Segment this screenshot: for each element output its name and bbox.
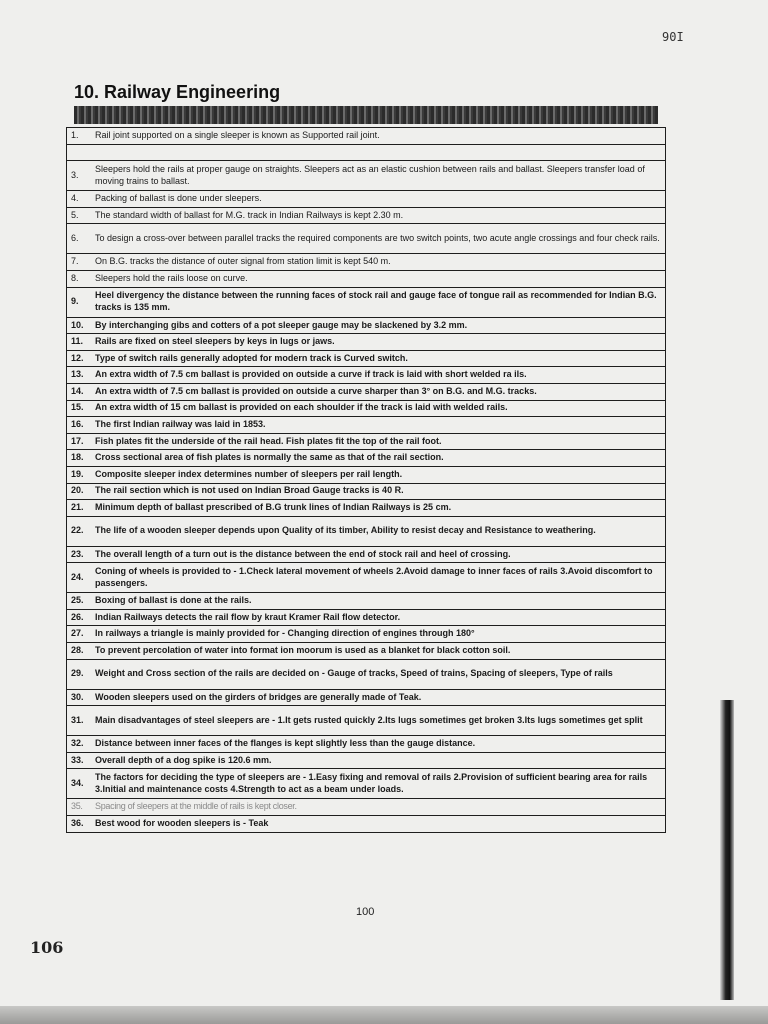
item-text: On B.G. tracks the distance of outer signal from station limit is kept 540 m. — [91, 254, 666, 271]
item-number — [67, 144, 92, 161]
table-row — [67, 706, 666, 736]
table-row — [67, 254, 666, 271]
item-number: 6. — [67, 224, 92, 254]
item-text: The rail section which is not used on Indian Broad Gauge tracks is 40 R. — [91, 483, 666, 500]
table-row — [67, 769, 666, 799]
table-row — [67, 799, 666, 816]
item-text — [91, 144, 666, 161]
item-text: Spacing of sleepers at the middle of rails is kept closer. — [91, 799, 666, 816]
item-number: 8. — [67, 270, 92, 287]
item-number: 10. — [67, 317, 92, 334]
item-number: 23. — [67, 546, 92, 563]
item-number: 9. — [67, 287, 92, 317]
item-number: 3. — [67, 161, 92, 191]
item-number: 19. — [67, 466, 92, 483]
table-row — [67, 643, 666, 660]
page-bottom-edge — [0, 1006, 768, 1024]
item-text: Weight and Cross section of the rails are decided on - Gauge of tracks, Speed of trains, Spacing of sleepers, Type of rails — [91, 659, 666, 689]
item-number: 27. — [67, 626, 92, 643]
item-text: To prevent percolation of water into format ion moorum is used as a blanket for black cotton soil. — [91, 643, 666, 660]
table-row — [67, 516, 666, 546]
item-number: 34. — [67, 769, 92, 799]
table-row — [67, 161, 666, 191]
item-number: 14. — [67, 383, 92, 400]
facts-table-body — [67, 128, 666, 833]
book-spine-shadow — [720, 700, 734, 1000]
item-text: Fish plates fit the underside of the rail head. Fish plates fit the top of the rail foot. — [91, 433, 666, 450]
item-number: 24. — [67, 563, 92, 593]
item-text: By interchanging gibs and cotters of a pot sleeper gauge may be slackened by 3.2 mm. — [91, 317, 666, 334]
table-row — [67, 609, 666, 626]
item-number: 29. — [67, 659, 92, 689]
page-title: 10. Railway Engineering — [74, 82, 281, 102]
item-text: The factors for deciding the type of sleepers are - 1.Easy fixing and removal of rails 2.Provision of sufficient bearing area for rails 3.Initial and maintenance costs 4.Strength to act as a beam under loads. — [91, 769, 666, 799]
item-number: 5. — [67, 207, 92, 224]
item-number: 13. — [67, 367, 92, 384]
item-text: Sleepers hold the rails at proper gauge on straights. Sleepers act as an elastic cushion between rails and ballast. Sleepers transfer load of moving trains to ballast. — [91, 161, 666, 191]
table-row — [67, 383, 666, 400]
item-text: Minimum depth of ballast prescribed of B.G trunk lines of Indian Railways is 25 cm. — [91, 500, 666, 517]
table-row — [67, 367, 666, 384]
table-row — [67, 483, 666, 500]
item-text: Packing of ballast is done under sleepers. — [91, 191, 666, 208]
item-text: The life of a wooden sleeper depends upon Quality of its timber, Ability to resist decay and Resistance to weathering. — [91, 516, 666, 546]
item-text: Overall depth of a dog spike is 120.6 mm. — [91, 752, 666, 769]
table-row — [67, 207, 666, 224]
item-text: An extra width of 7.5 cm ballast is provided on outside a curve sharper than 3° on B.G. and M.G. tracks. — [91, 383, 666, 400]
item-text: The standard width of ballast for M.G. track in Indian Railways is kept 2.30 m. — [91, 207, 666, 224]
table-row — [67, 563, 666, 593]
item-number: 22. — [67, 516, 92, 546]
item-text: Main disadvantages of steel sleepers are - 1.It gets rusted quickly 2.Its lugs sometimes get broken 3.Its lugs sometimes get split — [91, 706, 666, 736]
table-row — [67, 128, 666, 145]
item-text: Wooden sleepers used on the girders of bridges are generally made of Teak. — [91, 689, 666, 706]
item-number: 28. — [67, 643, 92, 660]
item-text: An extra width of 7.5 cm ballast is provided on outside a curve if track is laid with short welded ra ils. — [91, 367, 666, 384]
item-number: 36. — [67, 816, 92, 833]
item-text: Boxing of ballast is done at the rails. — [91, 593, 666, 610]
table-row — [67, 736, 666, 753]
table-row — [67, 287, 666, 317]
table-row — [67, 334, 666, 351]
table-row — [67, 593, 666, 610]
item-text: The overall length of a turn out is the distance between the end of stock rail and heel of crossing. — [91, 546, 666, 563]
table-row — [67, 546, 666, 563]
item-text: An extra width of 15 cm ballast is provided on each shoulder if the track is laid with welded rails. — [91, 400, 666, 417]
item-text: Best wood for wooden sleepers is - Teak — [91, 816, 666, 833]
table-row — [67, 317, 666, 334]
item-number: 30. — [67, 689, 92, 706]
item-text: Sleepers hold the rails loose on curve. — [91, 270, 666, 287]
item-text: Distance between inner faces of the flanges is kept slightly less than the gauge distance. — [91, 736, 666, 753]
item-text: Indian Railways detects the rail flow by kraut Kramer Rail flow detector. — [91, 609, 666, 626]
table-row — [67, 816, 666, 833]
item-number: 4. — [67, 191, 92, 208]
item-text: The first Indian railway was laid in 1853. — [91, 417, 666, 434]
item-text: Type of switch rails generally adopted for modern track is Curved switch. — [91, 350, 666, 367]
handwritten-page-number: 106 — [30, 938, 64, 957]
table-row — [67, 450, 666, 467]
table-row — [67, 689, 666, 706]
item-number: 7. — [67, 254, 92, 271]
table-row — [67, 659, 666, 689]
table-row — [67, 270, 666, 287]
table-row — [67, 400, 666, 417]
title-divider-bar — [74, 106, 658, 124]
item-text: Coning of wheels is provided to - 1.Check lateral movement of wheels 2.Avoid damage to inner faces of rails 3.Avoid discomfort to passengers. — [91, 563, 666, 593]
item-number: 31. — [67, 706, 92, 736]
item-number: 1. — [67, 128, 92, 145]
item-text: Rail joint supported on a single sleeper is known as Supported rail joint. — [91, 128, 666, 145]
page-footer-number: 100 — [356, 906, 375, 918]
item-text: Rails are fixed on steel sleepers by keys in lugs or jaws. — [91, 334, 666, 351]
table-row — [67, 224, 666, 254]
page-corner-number: 90I — [662, 30, 684, 44]
table-row — [67, 466, 666, 483]
facts-table — [66, 127, 666, 833]
table-row — [67, 752, 666, 769]
item-number: 12. — [67, 350, 92, 367]
item-number: 32. — [67, 736, 92, 753]
item-number: 17. — [67, 433, 92, 450]
item-number: 25. — [67, 593, 92, 610]
item-number: 35. — [67, 799, 92, 816]
item-number: 26. — [67, 609, 92, 626]
item-number: 15. — [67, 400, 92, 417]
item-number: 16. — [67, 417, 92, 434]
item-number: 18. — [67, 450, 92, 467]
table-row — [67, 500, 666, 517]
table-row — [67, 433, 666, 450]
table-row — [67, 626, 666, 643]
table-row — [67, 191, 666, 208]
item-text: Composite sleeper index determines number of sleepers per rail length. — [91, 466, 666, 483]
item-text: In railways a triangle is mainly provided for - Changing direction of engines through 180° — [91, 626, 666, 643]
table-row — [67, 417, 666, 434]
item-number: 21. — [67, 500, 92, 517]
table-row — [67, 144, 666, 161]
item-number: 11. — [67, 334, 92, 351]
item-number: 20. — [67, 483, 92, 500]
item-text: To design a cross-over between parallel tracks the required components are two switch points, two acute angle crossings and four check rails. — [91, 224, 666, 254]
item-text: Cross sectional area of fish plates is normally the same as that of the rail section. — [91, 450, 666, 467]
table-row — [67, 350, 666, 367]
item-text: Heel divergency the distance between the running faces of stock rail and gauge face of tongue rail as recommended for Indian B.G. tracks is 135 mm. — [91, 287, 666, 317]
item-number: 33. — [67, 752, 92, 769]
